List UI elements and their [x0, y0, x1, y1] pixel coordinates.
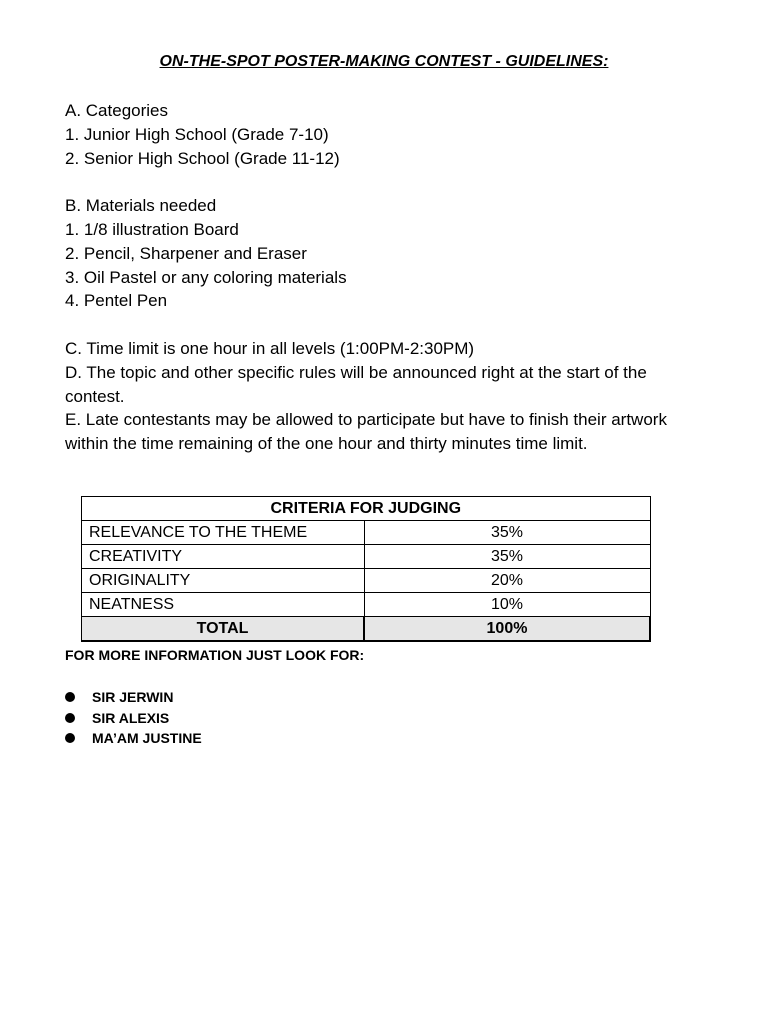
total-label: TOTAL	[82, 617, 365, 642]
criterion-label: RELEVANCE TO THE THEME	[82, 521, 365, 545]
contact-list	[65, 687, 202, 749]
bullet-icon	[65, 713, 75, 723]
criterion-label: CREATIVITY	[82, 545, 365, 569]
material-item: 4. Pentel Pen	[65, 291, 168, 311]
table-row	[82, 569, 651, 593]
total-row	[82, 617, 651, 642]
criterion-value: 35%	[364, 545, 650, 569]
guidelines-body	[65, 99, 705, 456]
contact-name: MA’AM JUSTINE	[92, 730, 202, 746]
criteria-table	[81, 496, 651, 642]
criterion-value: 35%	[364, 521, 650, 545]
list-item	[65, 687, 202, 708]
contact-name: SIR JERWIN	[92, 689, 174, 705]
section-b-heading: B. Materials needed	[65, 196, 217, 216]
document-title: ON-THE-SPOT POSTER-MAKING CONTEST - GUIDELINES:	[159, 53, 609, 70]
criterion-label: ORIGINALITY	[82, 569, 365, 593]
section-c-text: C. Time limit is one hour in all levels (1:00PM-2:30PM)	[65, 338, 475, 358]
section-e-text: E. Late contestants may be allowed to participate but have to finish their artwork within the time remaining of the one hour and thirty minutes time limit.	[65, 410, 667, 454]
table-row	[82, 593, 651, 617]
section-a-heading: A. Categories	[65, 101, 168, 120]
list-item	[65, 728, 202, 749]
bullet-icon	[65, 692, 75, 702]
contact-name: SIR ALEXIS	[92, 709, 170, 726]
criterion-value: 20%	[364, 569, 650, 593]
criterion-label: NEATNESS	[82, 593, 365, 617]
category-item: 2. Senior High School (Grade 11-12)	[65, 148, 340, 168]
material-item: 3. Oil Pastel or any coloring materials	[65, 267, 347, 287]
material-item: 2. Pencil, Sharpener and Eraser	[65, 243, 307, 263]
criterion-value: 10%	[364, 593, 650, 617]
more-info-text: FOR MORE INFORMATION JUST LOOK FOR:	[65, 647, 365, 663]
total-value: 100%	[364, 617, 650, 642]
category-item: 1. Junior High School (Grade 7-10)	[65, 124, 329, 144]
bullet-icon	[65, 733, 75, 743]
table-row	[82, 545, 651, 569]
table-row	[82, 521, 651, 545]
list-item	[65, 708, 202, 729]
criteria-heading: CRITERIA FOR JUDGING	[82, 497, 651, 521]
section-d-text: D. The topic and other specific rules will be announced right at the start of the contest.	[65, 362, 647, 406]
material-item: 1. 1/8 illustration Board	[65, 219, 239, 239]
